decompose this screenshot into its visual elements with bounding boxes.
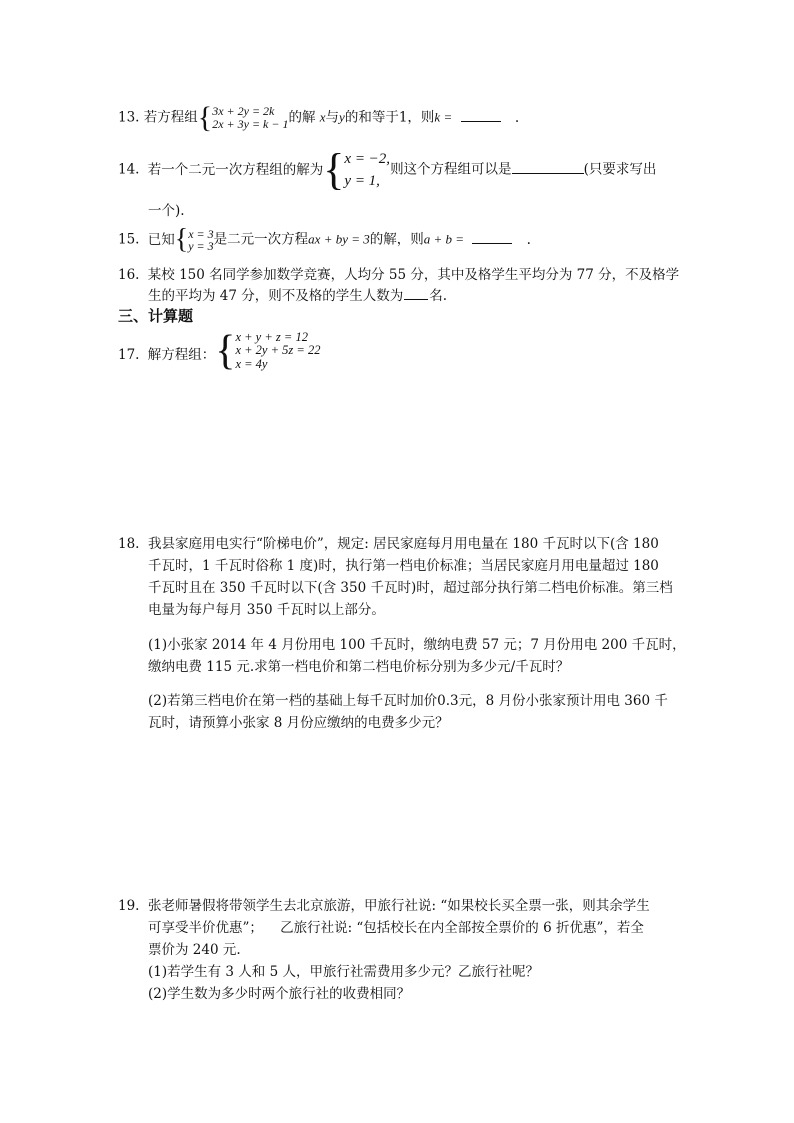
text-line: (2)学生数为多少时两个旅行社的收费相同？	[148, 986, 411, 1002]
equation-line: x + y + z = 12	[235, 329, 308, 344]
question-text: 解方程组：	[147, 347, 216, 363]
equation-line: x + 2y + 5z = 22	[235, 343, 321, 358]
period: .	[514, 109, 520, 126]
equation-system: { x = 3 y = 3	[174, 224, 214, 255]
sub-question-2	[148, 690, 668, 734]
equation-system: { x + y + z = 12 x + 2y + 5z = 22 x = 4y	[215, 328, 321, 374]
question-16-cont	[148, 285, 447, 307]
text-line: 张老师暑假将带领学生去北京旅游，甲旅行社说: “如果校长买全票一张，则其余学生	[148, 898, 650, 914]
answer-blank[interactable]	[472, 231, 512, 244]
question-13	[118, 103, 519, 133]
question-text: 某校 150 名同学参加数学竞赛，人均分 55 分，其中及格学生平均分为 77 分，不及格学	[147, 267, 680, 283]
question-text: 的解，则	[369, 231, 424, 248]
question-15	[118, 226, 531, 254]
equation-line: 3x + 2y = 2k	[212, 104, 275, 118]
math-var: y	[339, 109, 345, 125]
question-text-block	[148, 895, 708, 1005]
period: .	[526, 231, 531, 248]
question-text: 若方程组	[143, 109, 198, 126]
equation-line: y = 3	[188, 239, 214, 253]
question-text: 是二元一次方程	[213, 231, 309, 248]
question-number: 17.	[118, 347, 140, 363]
question-text: 生的平均为 47 分，则不及格的学生人数为	[148, 288, 404, 304]
question-16	[118, 264, 679, 286]
text-line: 可享受半价优惠”； 乙旅行社说: “包括校长在内全部按全票价的 6 折优惠”，若全	[148, 920, 644, 936]
question-text: 若一个二元一次方程组的解为	[147, 161, 324, 178]
text-line: 千瓦时且在 350 千瓦时以下(含 350 千瓦时)时，超过部分执行第二档电价标准。第三档	[148, 580, 673, 596]
question-number: 16.	[118, 267, 140, 283]
question-text: 与	[325, 109, 340, 126]
math-var: x	[319, 109, 326, 125]
text-line: 我县家庭用电实行“阶梯电价”，规定: 居民家庭每月用电量在 180 千瓦时以下(含 180	[148, 536, 659, 552]
text-line: (1)若学生有 3 人和 5 人，甲旅行社需费用多少元？乙旅行社呢？	[148, 964, 539, 980]
text-line: (2)若第三档电价在第一档的基础上每千瓦时加价0.3元，8 月份小张家预计用电 360 千	[148, 693, 668, 709]
question-text: 名.	[429, 288, 448, 304]
equation-line: x = −2,	[344, 151, 391, 167]
equation-system: { 3x + 2y = 2k 2x + 3y = k − 1	[197, 101, 289, 134]
section-heading: 三、计算题	[118, 307, 194, 325]
answer-blank[interactable]	[461, 109, 501, 122]
math-op: =	[440, 109, 453, 125]
question-number: 15.	[118, 231, 140, 248]
text-line: 缴纳电费 115 元.求第一档电价和第二档电价标分别为多少元/千瓦时？	[148, 659, 570, 675]
math-expr: a + b =	[423, 231, 465, 247]
math-var: k	[434, 109, 441, 125]
question-text: 已知	[147, 231, 175, 248]
text-line: (1)小张家 2014 年 4 月份用电 100 千瓦时，缴纳电费 57 元；7 月份用电 200 千瓦时，	[148, 637, 686, 653]
equation-line: 2x + 3y = k − 1	[212, 117, 289, 131]
question-text-block	[148, 533, 708, 621]
equation-line: y = 1,	[344, 173, 380, 189]
question-number: 18.	[118, 536, 140, 552]
math-expr: ax + by = 3	[308, 231, 370, 247]
text-line: 瓦时，请预算小张家 8 月份应缴纳的电费多少元？	[148, 715, 449, 731]
question-14-cont: 一个).	[148, 203, 185, 219]
text-line: 票价为 240 元.	[148, 942, 241, 958]
question-text: (只要求写出	[583, 161, 657, 178]
sub-question-1	[148, 634, 686, 678]
question-number: 13.	[118, 109, 140, 126]
equation-line: x = 3	[188, 227, 214, 241]
question-number: 19.	[118, 898, 140, 914]
text-line: 电量为每户每月 350 千瓦时以上部分。	[148, 602, 385, 618]
question-text: 的和等于1，则	[344, 109, 435, 126]
text-line: 千瓦时，1 千瓦时俗称 1 度)时，执行第一档电价标准；当居民家庭月用电量超过 180	[148, 558, 659, 574]
question-text: 的解	[288, 109, 316, 126]
answer-blank[interactable]	[512, 161, 584, 174]
equation-line: x = 4y	[235, 356, 268, 371]
equation-system: { x = −2, y = 1,	[323, 145, 391, 194]
answer-blank[interactable]	[404, 287, 428, 300]
question-text: 则这个方程组可以是	[390, 161, 512, 178]
question-number: 14.	[118, 161, 140, 178]
question-14	[118, 145, 657, 194]
question-17	[118, 330, 320, 372]
